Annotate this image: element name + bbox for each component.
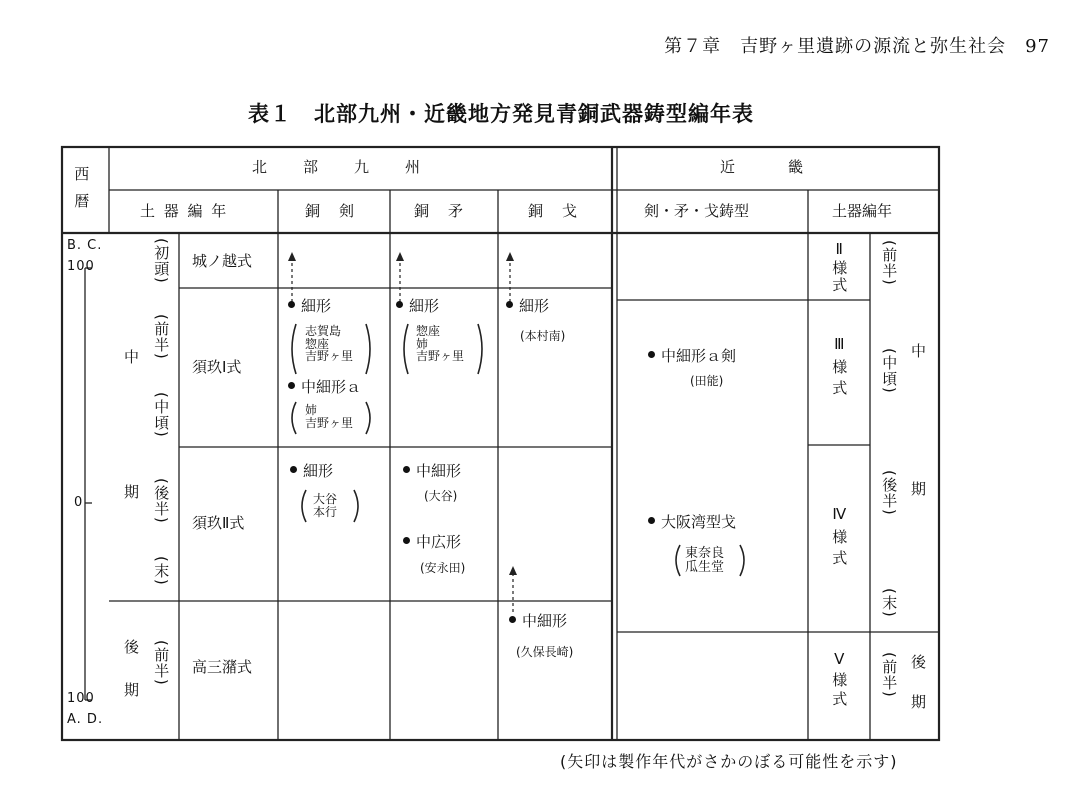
seireki-char-1: 西 bbox=[72, 166, 91, 193]
kyushu-koki-char-2: 期 bbox=[124, 681, 140, 699]
dohoko-chuhiro bbox=[403, 535, 461, 550]
doken-hosogata-label: 細形 bbox=[301, 297, 332, 315]
style-takamitsuma: 高三潴式 bbox=[192, 658, 253, 676]
doken-chuhoso bbox=[288, 380, 361, 395]
kinki-chukei: (中頃) bbox=[880, 348, 899, 394]
doken-sites-1: 志賀島 惣座 吉野ヶ里 bbox=[305, 324, 354, 364]
doka-chuhoso bbox=[509, 614, 567, 629]
col-doki-kinki: 土器編年 bbox=[832, 202, 893, 220]
footnote: (矢印は製作年代がさかのぼる可能性を示す) bbox=[560, 752, 898, 771]
bullet-icon bbox=[403, 466, 410, 473]
bracket-close-5 bbox=[740, 545, 744, 576]
col-doki-kyushu: 土 器 編 年 bbox=[140, 202, 229, 220]
bracket-open-1 bbox=[292, 324, 296, 374]
dohoko-chuhoso bbox=[403, 464, 461, 479]
bullet-icon bbox=[396, 301, 403, 308]
kyushu-shotou: (初頭) bbox=[152, 238, 171, 284]
kinki-koki-zenhan: (前半) bbox=[880, 652, 899, 698]
bracket-close-1 bbox=[366, 324, 370, 374]
kyushu-matsu: (末) bbox=[152, 556, 171, 586]
running-head: 第７章 吉野ヶ里遺跡の源流と弥生社会 97 bbox=[664, 36, 1050, 57]
kyushu-kouhan: (後半) bbox=[152, 478, 171, 524]
imono-sites-2: 東奈良 瓜生堂 bbox=[685, 546, 725, 575]
doken-sites-3: 大谷 本行 bbox=[313, 492, 338, 519]
doka-hosogata-label: 細形 bbox=[519, 297, 550, 315]
doken-sites-2: 姉 吉野ヶ里 bbox=[305, 403, 354, 430]
arrow-head-doken bbox=[288, 252, 296, 261]
axis-zero: 0 bbox=[74, 495, 84, 510]
kinki-zenhan: (前半) bbox=[880, 240, 899, 286]
doka-hosogata bbox=[506, 299, 549, 314]
kitakyushu-header: 北 部 九 州 bbox=[252, 158, 423, 176]
bullet-icon bbox=[506, 301, 513, 308]
dohoko-site-2: (大谷) bbox=[424, 489, 458, 503]
kyushu-chukei: (中頃) bbox=[152, 392, 171, 438]
kinki-style-4: Ⅳ様式 bbox=[830, 505, 849, 571]
dohoko-site-3: (安永田) bbox=[420, 561, 466, 575]
imono-osaka bbox=[648, 515, 736, 530]
seireki-char-2: 暦 bbox=[72, 193, 91, 220]
kinki-chuki-char-2: 期 bbox=[911, 480, 927, 498]
imono-osaka-label: 大阪湾型戈 bbox=[661, 513, 737, 531]
doken-hosogata bbox=[288, 299, 331, 314]
imono-chuhoso-ken bbox=[648, 349, 736, 364]
kyushu-koki-char-1: 後 bbox=[124, 638, 140, 656]
dohoko-sites-1: 惣座 姉 吉野ヶ里 bbox=[416, 324, 465, 364]
bracket-close-4 bbox=[354, 490, 358, 522]
kinki-style-3: Ⅲ様式 bbox=[830, 335, 849, 401]
axis-ad: A. D. bbox=[67, 712, 104, 727]
kinki-style-5: Ⅴ様式 bbox=[830, 650, 849, 710]
doka-chuhoso-label: 中細形 bbox=[522, 612, 568, 630]
imono-chuhoso-ken-label: 中細形ａ剣 bbox=[661, 347, 737, 365]
style-sugu1: 須玖Ⅰ式 bbox=[192, 358, 242, 376]
bracket-open-3 bbox=[404, 324, 408, 374]
seireki-header bbox=[72, 166, 89, 220]
col-dohoko: 銅 矛 bbox=[414, 202, 466, 220]
axis-bc100: 100 bbox=[67, 259, 95, 274]
col-doken: 銅 剣 bbox=[305, 202, 357, 220]
doken-hosogata-2 bbox=[290, 464, 333, 479]
dohoko-chuhiro-label: 中広形 bbox=[416, 533, 462, 551]
dohoko-hosogata bbox=[396, 299, 439, 314]
kinki-style-2: Ⅱ様式 bbox=[830, 240, 849, 294]
kyushu-zenhan: (前半) bbox=[152, 314, 171, 360]
bracket-open-2 bbox=[292, 402, 296, 434]
imono-site-1: (田能) bbox=[690, 374, 724, 388]
bracket-open-4 bbox=[302, 490, 306, 522]
arrow-head-doka-2 bbox=[509, 566, 517, 575]
col-doka: 銅 戈 bbox=[528, 202, 580, 220]
kyushu-chuki-char-2: 期 bbox=[124, 483, 140, 501]
bracket-close-3 bbox=[478, 324, 482, 374]
arrow-head-doka bbox=[506, 252, 514, 261]
bullet-icon bbox=[288, 382, 295, 389]
arrow-head-dohoko bbox=[396, 252, 404, 261]
bullet-icon bbox=[290, 466, 297, 473]
doka-site-2: (久保長崎) bbox=[516, 645, 574, 659]
bullet-icon bbox=[648, 517, 655, 524]
style-jonokoshi: 城ノ越式 bbox=[192, 252, 253, 270]
axis-ad100: 100 bbox=[67, 691, 95, 706]
table-number: 表１ bbox=[248, 102, 292, 126]
col-imono: 剣・矛・戈鋳型 bbox=[644, 202, 750, 220]
doken-chuhoso-label: 中細形ａ bbox=[301, 378, 362, 396]
kinki-header: 近 畿 bbox=[720, 158, 806, 176]
style-sugu2: 須玖Ⅱ式 bbox=[192, 514, 245, 532]
doka-site-1: (本村南) bbox=[520, 329, 566, 343]
bullet-icon bbox=[288, 301, 295, 308]
bullet-icon bbox=[509, 616, 516, 623]
axis-bc: B. C. bbox=[67, 238, 103, 253]
kinki-koki-char-1: 後 bbox=[911, 653, 927, 671]
dohoko-hosogata-label: 細形 bbox=[409, 297, 440, 315]
kinki-koki-char-2: 期 bbox=[911, 693, 927, 711]
kinki-kouhan: (後半) bbox=[880, 470, 899, 516]
kinki-matsu: (末) bbox=[880, 588, 899, 618]
kyushu-chuki-char-1: 中 bbox=[124, 348, 140, 366]
kyushu-koki-zenhan: (前半) bbox=[152, 640, 171, 686]
bullet-icon bbox=[403, 537, 410, 544]
bullet-icon bbox=[648, 351, 655, 358]
kinki-chuki-char-1: 中 bbox=[911, 342, 927, 360]
bracket-open-5 bbox=[676, 545, 680, 576]
bracket-close-2 bbox=[366, 402, 370, 434]
table-title-text: 北部九州・近畿地方発見青銅武器鋳型編年表 bbox=[314, 102, 754, 126]
dohoko-chuhoso-label: 中細形 bbox=[416, 462, 462, 480]
doken-hosogata-2-label: 細形 bbox=[303, 462, 334, 480]
